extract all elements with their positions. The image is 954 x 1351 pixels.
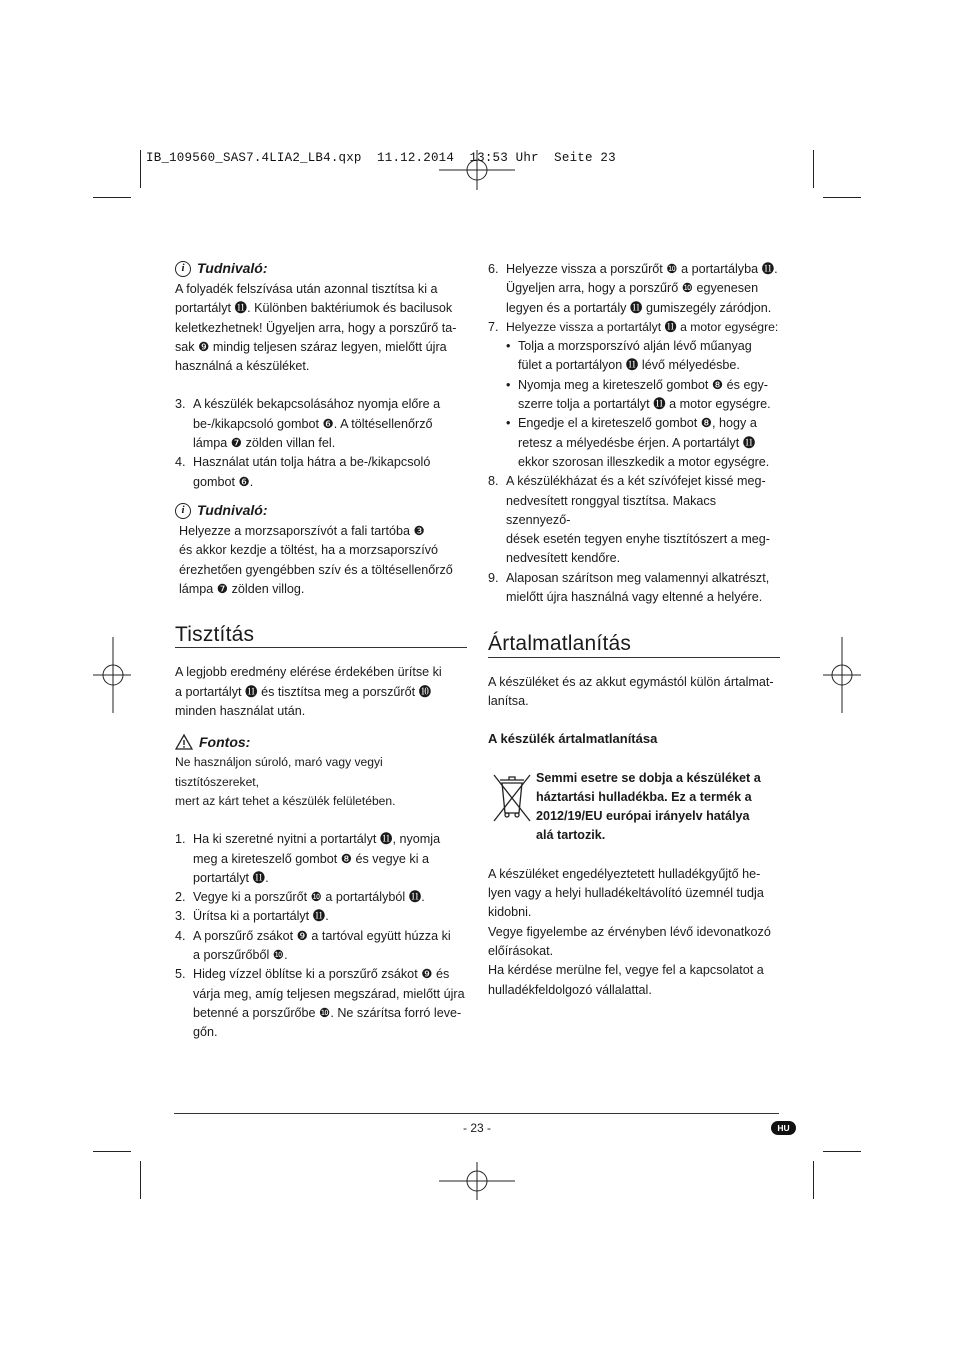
footer-rule [174, 1113, 779, 1114]
note-line: érezhetően gyengébben szív és a töltésellenőrző [179, 562, 453, 577]
bullet-item: • Tolja a morzsporszívó alján lévő műanyag fület a portartályon ⓫ lévő mélyedésbe. [506, 339, 752, 373]
list-item: 4. Használat után tolja hátra a be-/kikapcsoló gombot ❻. [175, 455, 431, 489]
note-line: sak ❾ mindig teljesen száraz legyen, mielőtt újra [175, 339, 447, 354]
bullet-item: • Engedje el a kireteszelő gombot ❽, hogy a retesz a mélyedésbe érjen. A portartályt ⓫ ekkor szorosan illeszkedik a motor egységre. [506, 416, 770, 469]
list-item: 3. A készülék bekapcsolásához nyomja előre a be-/kikapcsoló gombot ❻. A töltésellenőrző lámpa ❼ zölden villan fel. [175, 397, 441, 451]
language-badge: HU [771, 1121, 796, 1135]
warning-title: Fontos: [199, 733, 251, 750]
list-item: 5. Hideg vízzel öblítse ki a porszűrő zsákot ❾ és várja meg, amíg teljesen megszárad, mielőtt újra betenné a porszűrőbe ❿. Ne szárítsa forró leve- gőn. [175, 967, 465, 1040]
crossed-bin-icon [488, 769, 536, 829]
list-item: 7. Helyezze vissza a portartályt ⓫ a motor egységre: [488, 319, 779, 334]
info-icon: i [175, 261, 191, 277]
note-1 [175, 258, 467, 376]
right-column: 6. Helyezze vissza a porszűrőt ❿ a portartályba ⓫. Ügyeljen arra, hogy a porszűrő ❿ egyenesen legyen és a portartály ⓫ gumiszegély záródjon. 7. Helyezze vissza a portartályt ⓫ a motor egységre: • Tolja a morzsporszívó alján lévő műanyag fület a portartályon ⓫ lévő mélyedésbe. • Nyomja meg a kireteszelő gombot ❽ és egy- szerre tolja a portartályt ⓫ a motor egységre. • Engedje el a kireteszelő gombot ❽, hogy a retesz a mélyedésbe érjen. A portartályt ⓫ ekkor szorosan illeszkedik a motor egységre. 8. A készülékházat és a két szívófejet kissé meg- nedvesített ronggyal tisztítsa. Makacs szennyező- dések esetén tegyen enyhe tisztítószert a meg- nedvesített kendőre. 9. Alaposan szárítson meg valamennyi alkatrészt, mielőtt újra használná vagy eltenné a helyére. Ártalmatlanítás A készüléket és az akkut egymástól külön ártalmat- lanítsa. A készülék ártalmatlanítása Semmi esetre se dobja a készüléket a háztartási hulladékba. Ez a termék a 2012/19/EU európai irányelv hatálya alá tartozik. A készüléket engedélyeztetett hulladékgyűjtő he- lyen vagy a helyi hulladékeltávolító üzemnél tudja kidobni. Vegye figyelembe az érvényben lévő idevonatkozó előírásokat. Ha kérdése merülne fel, vegye fel a kapcsolatot a hulladékfeldolgozó vállalattal. [488, 262, 779, 997]
list-item: 6. Helyezze vissza a porszűrőt ❿ a portartályba ⓫. Ügyeljen arra, hogy a porszűrő ❿ egyenesen legyen és a portartály ⓫ gumiszegély záródjon. [488, 262, 778, 315]
print-slug: IB_109560_SAS7.4LIA2_LB4.qxp 11.12.2014 13:53 Uhr Seite 23 [146, 151, 616, 165]
warning-icon [175, 734, 193, 750]
list-item: 8. A készülékházat és a két szívófejet kissé meg- nedvesített ronggyal tisztítsa. Makacs szennyező- dések esetén tegyen enyhe tisztítószert a meg- nedvesített kendőre. [488, 474, 770, 566]
list-item: 2. Vegye ki a porszűrőt ❿ a portartályból ⓫. [175, 890, 425, 905]
note-title: Tudnivaló: [197, 502, 268, 519]
weee-notice: Semmi esetre se dobja a készüléket a háztartási hulladékba. Ez a termék a 2012/19/EU európai irányelv hatálya alá tartozik. [488, 769, 780, 846]
note-line: Helyezze a morzsaporszívót a fali tartóba ❸ [179, 523, 425, 538]
note-line: és akkor kezdje a töltést, ha a morzsaporszívó [179, 543, 438, 558]
section-heading-disposal: Ártalmatlanítás [488, 634, 780, 657]
list-item: 9. Alaposan szárítson meg valamennyi alkatrészt, mielőtt újra használná vagy eltenné a helyére. [488, 570, 770, 605]
list-item: 4. A porszűrő zsákot ❾ a tartóval együtt húzza ki a porszűrőből ❿. [175, 928, 451, 963]
left-column: i Tudnivaló: A folyadék felszívása után azonnal tisztítsa ki a portartályt ⓫. Különben baktériumok és bacilusok keletkezhetnek! Ügyeljen arra, hogy a porszűrő ta- sak ❾ mindig teljesen száraz legyen, mielőtt újra használná a készüléket. 3. A készülék bekapcsolásához nyomja előre a be-/kikapcsoló gombot ❻. A töltésellenőrző lámpa ❼ zölden villan fel. 4. Használat után tolja hátra a be-/kikapcsoló gombot ❻. i Tudnivaló: Helyezze a morzsaporszívót a fali tartóba ❸ és akkor kezdje a töltést, ha a morzsaporszívó érezhetően gyengébben szív és a töltésellenőrző lámpa ❼ zölden villog. Tisztítás A legjobb eredmény elérése érdekében ürítse ki a portartályt ⓫ és tisztítsa meg a porszűrőt ❿ minden használat után. Fontos: Ne használjon súroló, maró vagy vegyi tisztítószereket, mert az kárt tehet a készülék felületében. 1. Ha ki szeretné nyitni a portartályt ⓫, nyomja meg a kireteszelő gombot ❽ és vegye ki a portartályt ⓫. 2. Vegye ki a porszűrőt ❿ a portartályból ⓫. 3. Ürítsa ki a portartályt ⓫. 4. A porszűrő zsákot ❾ a tartóval együtt húzza ki a porszűrőből ❿. 5. Hideg vízzel öblítse ki a porszűrő zsákot ❾ és várja meg, amíg teljesen megszárad, mielőtt újra betenné a porszűrőbe ❿. Ne szárítsa forró leve- gőn. [175, 258, 467, 1043]
list-item: 1. Ha ki szeretné nyitni a portartályt ⓫, nyomja meg a kireteszelő gombot ❽ és vegye ki a portartályt ⓫. [175, 832, 441, 885]
note-2 [175, 500, 467, 599]
page-number: - 23 - [462, 1121, 491, 1135]
note-line: lámpa ❼ zölden villog. [179, 581, 305, 596]
warning-box: Fontos: Ne használjon súroló, maró vagy vegyi tisztítószereket, mert az kárt tehet a készülék felületében. [175, 733, 396, 808]
section-heading-cleaning: Tisztítás [175, 625, 467, 648]
note-line: keletkezhetnek! Ügyeljen arra, hogy a porszűrő ta- [175, 320, 457, 335]
note-line: portartályt ⓫. Különben baktériumok és bacilusok [175, 301, 453, 316]
list-item: 3. Ürítsa ki a portartályt ⓫. [175, 909, 329, 924]
note-title: Tudnivaló: [197, 260, 268, 277]
info-icon: i [175, 503, 191, 519]
note-line: használná a készüléket. [175, 359, 310, 374]
note-line: A folyadék felszívása után azonnal tisztítsa ki a [175, 282, 438, 296]
subheading: A készülék ártalmatlanítása [488, 731, 658, 747]
bullet-item: • Nyomja meg a kireteszelő gombot ❽ és egy- szerre tolja a portartályt ⓫ a motor egységre. [506, 377, 771, 412]
